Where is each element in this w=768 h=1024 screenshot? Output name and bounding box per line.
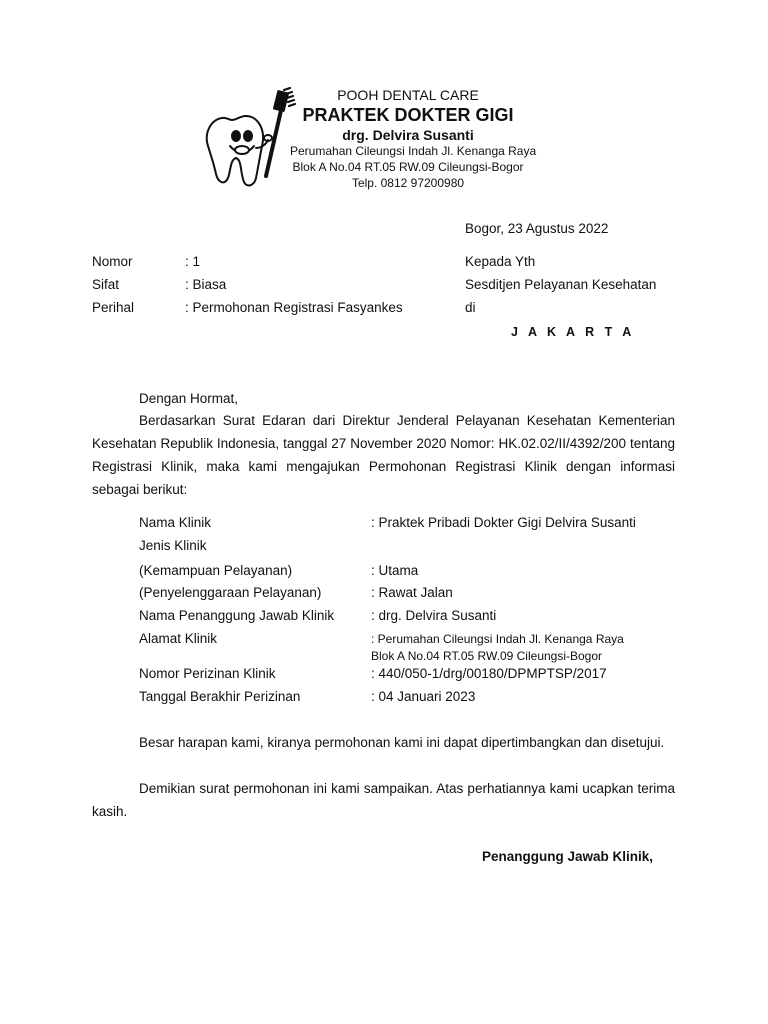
- detail-value-penanggung-jawab: : drg. Delvira Susanti: [371, 608, 497, 623]
- place-date: Bogor, 23 Agustus 2022: [465, 221, 609, 236]
- clinic-brand: POOH DENTAL CARE: [337, 87, 479, 103]
- recipient-city: J A K A R T A: [511, 325, 635, 339]
- detail-label-nama-klinik: Nama Klinik: [139, 515, 212, 530]
- practice-type: PRAKTEK DOKTER GIGI: [302, 105, 514, 125]
- detail-label-nomor-perizinan: Nomor Perizinan Klinik: [139, 666, 276, 681]
- detail-label-tanggal-berakhir: Tanggal Berakhir Perizinan: [139, 689, 301, 704]
- detail-label-penanggung-jawab: Nama Penanggung Jawab Klinik: [139, 608, 335, 623]
- detail-value-nama-klinik: : Praktek Pribadi Dokter Gigi Delvira Susanti: [371, 515, 636, 530]
- address-line-2: Blok A No.04 RT.05 RW.09 Cileungsi-Bogor: [292, 160, 524, 174]
- detail-label-kemampuan: (Kemampuan Pelayanan): [139, 563, 293, 578]
- detail-value-nomor-perizinan: : 440/050-1/drg/00180/DPMPTSP/2017: [371, 666, 607, 681]
- closing-paragraph-2: [92, 777, 675, 823]
- address-line-1: Perumahan Cileungsi Indah Jl. Kenanga Raya: [290, 144, 537, 158]
- closing-paragraph-1: [92, 731, 675, 754]
- intro-text: Berdasarkan Surat Edaran dari Direktur Jenderal Pelayanan Kesehatan Kementerian Kesehatan Republik Indonesia, tanggal 27 November 2020 Nomor: HK.02.02/II/4392/200 tentang Registrasi Klinik, maka kami mengajukan Permohonan Registrasi Klinik dengan informasi sebagai berikut:: [92, 413, 675, 497]
- recipient-line-3: di: [465, 300, 476, 315]
- phone-number: Telp. 0812 97200980: [351, 176, 465, 190]
- meta-value-nomor: : 1: [185, 254, 201, 269]
- meta-label-perihal: Perihal: [92, 300, 135, 315]
- salutation: Dengan Hormat,: [139, 391, 239, 406]
- detail-label-penyelenggaraan: (Penyelenggaraan Pelayanan): [139, 585, 322, 600]
- recipient-line-1: Kepada Yth: [465, 254, 536, 269]
- detail-value-alamat-line-2: Blok A No.04 RT.05 RW.09 Cileungsi-Bogor: [371, 649, 603, 663]
- closing-text-1: Besar harapan kami, kiranya permohonan kami ini dapat dipertimbangkan dan disetujui.: [139, 735, 665, 750]
- detail-label-alamat: Alamat Klinik: [139, 631, 218, 646]
- doctor-name: drg. Delvira Susanti: [342, 127, 474, 143]
- meta-value-sifat: : Biasa: [185, 277, 227, 292]
- detail-label-jenis-klinik: Jenis Klinik: [139, 538, 207, 553]
- detail-value-alamat-line-1: : Perumahan Cileungsi Indah Jl. Kenanga Raya: [371, 632, 624, 646]
- intro-paragraph: [92, 409, 675, 501]
- detail-value-penyelenggaraan: : Rawat Jalan: [371, 585, 453, 600]
- meta-value-perihal: : Permohonan Registrasi Fasyankes: [185, 300, 403, 315]
- recipient-line-2: Sesditjen Pelayanan Kesehatan: [465, 277, 657, 292]
- meta-label-sifat: Sifat: [92, 277, 120, 292]
- detail-value-tanggal-berakhir: : 04 Januari 2023: [371, 689, 476, 704]
- meta-label-nomor: Nomor: [92, 254, 133, 269]
- closing-text-2: Demikian surat permohonan ini kami sampaikan. Atas perhatiannya kami ucapkan terima kasih.: [92, 781, 675, 819]
- signature-title: Penanggung Jawab Klinik,: [482, 849, 654, 864]
- detail-value-kemampuan: : Utama: [371, 563, 419, 578]
